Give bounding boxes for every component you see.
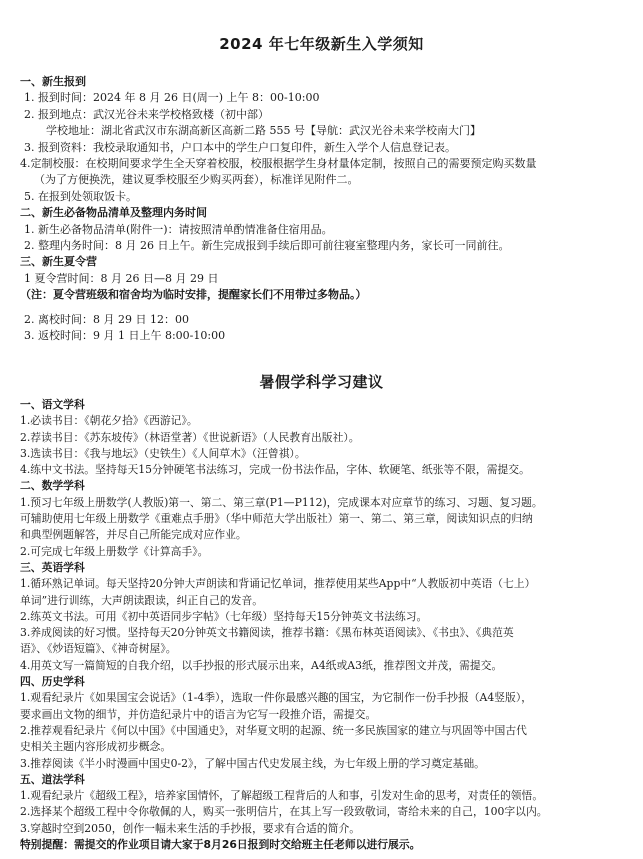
list-item: 2.荐读书目：《苏东坡传》（林语堂著）《世说新语》（人民教育出版社）。 (20, 430, 360, 444)
list-item: 2.可完成七年级上册数学《计算高手》。 (20, 544, 209, 558)
list-item: 3.选读书目：《我与地坛》（史铁生）《人间草木》（汪曾祺）。 (20, 446, 306, 460)
list-item: 1.预习七年级上册数学(人教版)第一、第二、第三章(P1—P112)，完成课本对应章节的练习、习题、复习题。 (20, 495, 543, 509)
list-item: 1. 新生必备物品清单(附件一)：请按照清单酌情准备住宿用品。 (24, 222, 333, 236)
list-item: 1 夏令营时间：8 月 26 日—8 月 29 日 (24, 271, 219, 285)
list-item: 5. 在报到处领取饭卡。 (24, 189, 137, 203)
study-advice-title: 暑假学科学习建议 (259, 373, 384, 391)
page-title: 2024 年七年级新生入学须知 (219, 35, 424, 53)
list-item: 2.推荐观看纪录片《何以中国》《中国通史》，对华夏文明的起源、统一多民族国家的建立与巩固等中国古代 (20, 723, 527, 737)
section-heading: 三、英语学科 (20, 560, 85, 574)
study-advice (20, 397, 632, 853)
list-item: 2. 报到地点：武汉光谷未来学校格致楼（初中部） (24, 107, 269, 121)
section-heading: 四、历史学科 (20, 675, 85, 689)
list-item: 1.观看纪录片《如果国宝会说话》（1-4季），选取一件你最感兴趣的国宝，为它制作一份手抄报（A4竖版）， (20, 691, 533, 705)
list-item: 2.练英文书法。可用《初中英语同步字帖》（七年级）坚持每天15分钟英文书法练习。 (20, 609, 428, 623)
list-item: 3. 返校时间：9 月 1 日上午 8:00-10:00 (24, 329, 226, 343)
list-item: 可辅助使用七年级上册数学《重难点手册》（华中师范大学出版社）第一、第二、第三章，阅读知识点的归纳 (20, 512, 533, 526)
list-item: 2. 离校时间：8 月 29 日 12：00 (24, 312, 189, 326)
list-item: 学校地址：湖北省武汉市东湖高新区高新二路 555 号【导航：武汉光谷未来学校南大门】 (46, 124, 481, 138)
list-item: 要求画出文物的细节，并仿造纪录片中的语言为它写一段推介语，需提交。 (20, 707, 377, 721)
section-heading: 三、新生夏令营 (20, 255, 97, 269)
list-item: 3.穿越时空到2050，创作一幅未来生活的手抄报，要求有合适的简介。 (20, 821, 361, 835)
list-item: 1.循环熟记单词。每天坚持20分钟大声朗读和背诵记忆单词，推荐使用某些App中“人教版初中英语（七上） (20, 577, 536, 591)
section-heading: 一、新生报到 (20, 75, 86, 88)
list-item: 3. 报到资料：我校录取通知书，户口本中的学生户口复印件，新生入学个人信息登记表。 (24, 140, 456, 154)
special-reminder: 特别提醒：需提交的作业项目请大家于8月26日报到时交给班主任老师以进行展示。 (20, 838, 421, 852)
list-item: 2. 整理内务时间：8 月 26 日上午。新生完成报到手续后即可前往寝室整理内务，家长可一同前往。 (24, 239, 510, 253)
section-heading: 一、语文学科 (20, 398, 85, 411)
list-item: 1.必读书目：《朝花夕拾》《西游记》。 (20, 414, 198, 428)
section-heading: 五、道法学科 (20, 772, 85, 786)
list-item: 2.选择某个超级工程中令你敬佩的人，购买一张明信片，在其上写一段致敬词，寄给未来的自己，100字以内。 (20, 805, 548, 819)
list-item: 4.定制校服：在校期间要求学生全天穿着校服，校服根据学生身材量体定制，按照自己的需要预定购买数量 (20, 157, 537, 171)
list-item: 和典型例题解答，并尽自己所能完成对应作业。 (20, 528, 247, 542)
list-item: 4.练中文书法。坚持每天15分钟硬笔书法练习，完成一份书法作品，字体、软硬笔、纸张等不限，需提交。 (20, 463, 530, 477)
list-item: 单词”进行训练，大声朗读跟读，纠正自己的发音。 (20, 593, 264, 607)
section-heading: 二、新生必备物品清单及整理内务时间 (20, 206, 207, 220)
list-item: 4.用英文写一篇简短的自我介绍，以手抄报的形式展示出来，A4纸或A3纸，推荐图文并茂，需提交。 (20, 658, 503, 672)
list-item: 3.推荐阅读《半小时漫画中国史0-2》，了解中国古代史发展主线，为七年级上册的学习奠定基础。 (20, 756, 485, 770)
list-item: 语》、《炒语短篇》、《神奇树屋》。 (20, 642, 177, 656)
list-item: 史相关主题内容形成初步概念。 (20, 740, 172, 754)
list-item: 1. 报到时间：2024 年 8 月 26 日(周一) 上午 8：00-10:00 (24, 91, 320, 105)
list-item: 3.养成阅读的好习惯。坚持每天20分钟英文书籍阅读，推荐书籍：《黑布林英语阅读》、《书虫》、《典范英 (20, 626, 514, 640)
enrollment-notice (20, 74, 632, 345)
list-item: （为了方便换洗，建议夏季校服至少购买两套），标准详见附件二。 (34, 173, 359, 187)
section-heading: 二、数学学科 (20, 479, 85, 493)
list-item: 1.观看纪录片《超级工程》，培养家国情怀，了解超级工程背后的人和事，引发对生命的思考，对责任的领悟。 (20, 789, 544, 803)
note-line: （注：夏令营班级和宿舍均为临时安排，提醒家长们不用带过多物品。） (20, 288, 367, 302)
